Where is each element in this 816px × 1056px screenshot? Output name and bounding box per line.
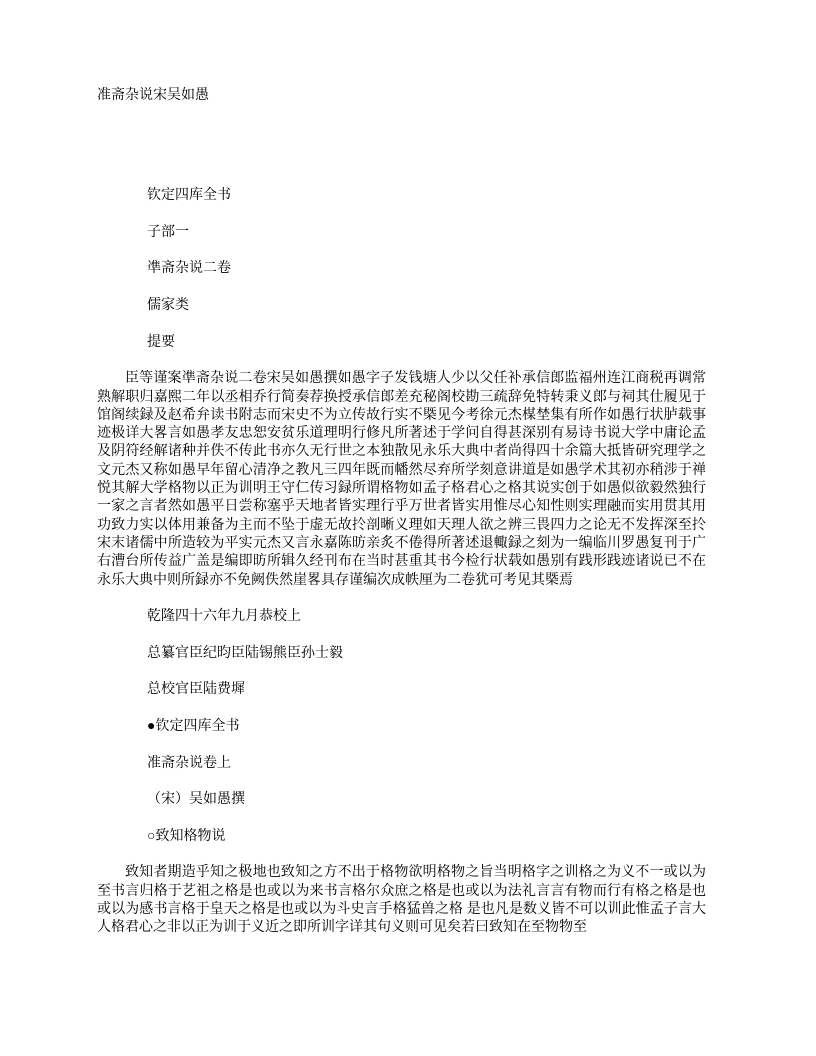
front-matter-siku-header: 钦定四库全书 bbox=[147, 188, 231, 204]
volume-title: 准斋杂说卷上 bbox=[147, 755, 231, 771]
front-matter-category: 儒家类 bbox=[147, 298, 189, 314]
volume-author-line: （宋）吴如愚撰 bbox=[147, 792, 245, 808]
colophon-chief-compilers: 总纂官臣纪昀臣陆锡熊臣孙士毅 bbox=[147, 645, 343, 661]
abstract-label: 提要 bbox=[147, 334, 175, 350]
body-paragraph: 致知者期造乎知之极地也致知之方不出于格物欲明格物之旨当明格字之训格之为义不一或以为至书言归格于艺祖之格是也或以为来书言格尔众庶之格是也或以为法礼言言有物而行有格之格是也或以为感书言格于皇天之格是也或以为斗史言手格猛兽之格 是也凡是数义皆不可以训此惟孟子言大人格君心之非以正为训于义近之即所训字详其句义则可见矣若曰致知在至物物至 bbox=[97, 865, 706, 936]
colophon-chief-proofreader: 总校官臣陆费墀 bbox=[147, 682, 245, 698]
chapter-heading: ○致知格物说 bbox=[147, 828, 226, 844]
document-header-title: 准斋杂说宋吴如愚 bbox=[97, 88, 209, 103]
abstract-paragraph: 臣等谨案凖斋杂说二卷宋吴如愚撰如愚字子发钱塘人少以父任补承信郎监福州连江商税再调常熟解职归嘉熙二年以丞相乔行简奏荐换授承信郎差充秘阁校勘三疏辞免特转秉义郎与祠其仕履见于馆阁续録及赵希弁读书附志而宋史不为立传故行实不槩见今考徐元杰楳埜集有所作如愚行状胪载事迹极详大畧言如愚孝友忠恕安贫乐道理明行修凡所著述于学问自得甚深别有易诗书说大学中庸论孟及阴符经解诸种并佚不传此书亦久无行世之本独散见永乐大典中者尚得四十余篇大抵皆研究理学之文元杰又称如愚早年留心清净之教凡三四年既而幡然尽弃所学刻意讲道是如愚学术其初亦稍涉于禅悦其解大学格物以正为训明王守仁传习録所谓格物如孟子格君心之格其说实创于如愚似欲毅然独行一家之言者然如愚平日尝称塞乎天地者皆实理行乎万世者皆实用惟尽心知性则实理融而实用贯其用功致力实以体用兼备为主而不坠于虚无故扵剖晰义理如天理人欲之辨三畏四力之论无不发挥深至扵宋末诸儒中所造较为平实元杰又言永嘉陈昉亲炙不倦得所著述退輙録之刻为一编临川罗愚复刊于广右漕台所传益广盖是编即昉所辑久经刊布在当时甚重其书今检行状载如愚别有践形践迹诸说已不在永乐大典中则所録亦不免阙佚然崖畧具存谨编次成帙厘为二卷犹可考见其槩焉 bbox=[97, 371, 706, 588]
page-content bbox=[97, 87, 706, 937]
colophon-date-line: 乾隆四十六年九月恭校上 bbox=[147, 609, 301, 625]
volume-siku-header-bulleted: ●钦定四库全书 bbox=[147, 718, 240, 734]
front-matter-section: 子部一 bbox=[147, 224, 189, 240]
front-matter-work-title: 凖斋杂说二卷 bbox=[147, 261, 231, 277]
